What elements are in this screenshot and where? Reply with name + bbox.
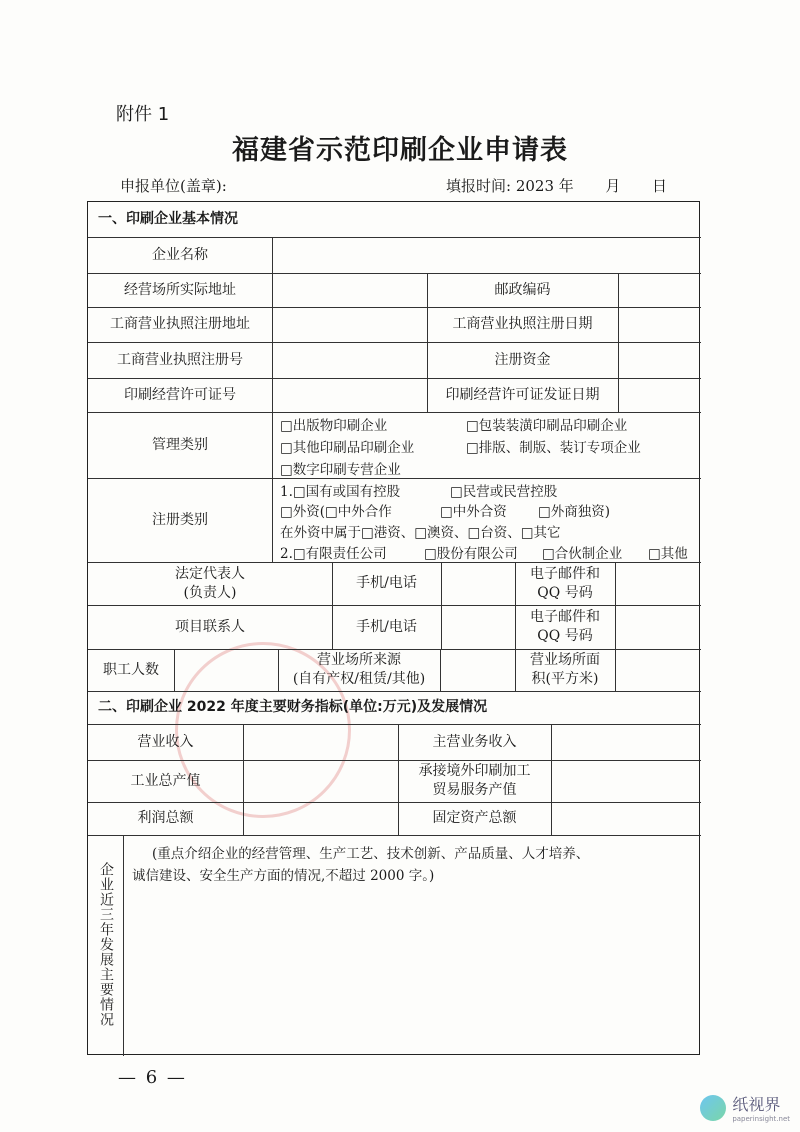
label-email-contact [515, 605, 615, 649]
reg-option-private[interactable]: □民营或民营控股 [450, 484, 558, 500]
mgmt-option-typesetting[interactable]: □排版、制版、装订专项企业 [466, 440, 641, 456]
label-contact: 项目联系人 [175, 618, 245, 635]
fill-year: 2023 年 [515, 177, 574, 195]
legal-rep-line2: (负责人) [183, 584, 237, 601]
reg-option-partnership[interactable]: □合伙制企业 [542, 546, 623, 562]
overseas-line2: 贸易服务产值 [432, 782, 517, 798]
watermark [700, 1092, 790, 1123]
dev-note-line1: (重点介绍企业的经营管理、生产工艺、技术创新、产品质量、人才培养、 [152, 846, 590, 862]
label-staff: 职工人数 [103, 661, 159, 678]
label-reg-no: 工商营业执照注册号 [117, 351, 243, 368]
mgmt-option-packaging[interactable]: □包装装潢印刷品印刷企业 [466, 418, 628, 434]
fill-day: 日 [651, 177, 667, 195]
label-company-name: 企业名称 [152, 246, 208, 263]
reg-option-wfoe[interactable]: □外商独资) [538, 504, 611, 520]
label-profit: 利润总额 [137, 810, 194, 826]
label-reg-capital: 注册资金 [494, 351, 551, 368]
label-fixed-assets: 固定资产总额 [432, 810, 517, 826]
label-overseas [398, 760, 551, 802]
label-revenue: 营业收入 [137, 733, 194, 750]
email-line1: 电子邮件和 [530, 609, 600, 625]
mgmt-option-publication[interactable]: □出版物印刷企业 [280, 418, 388, 434]
reg-option-other[interactable]: □其他 [648, 546, 688, 562]
label-license-date: 印刷经营许可证发证日期 [445, 386, 600, 403]
watermark-logo-icon [700, 1095, 726, 1121]
reg-option-llc[interactable]: 2.□有限责任公司 [280, 546, 387, 562]
source-line2: (自有产权/租赁/其他) [292, 671, 426, 687]
label-mgmt-category: 管理类别 [152, 436, 208, 453]
label-legal-rep [88, 562, 332, 605]
label-premises-area [515, 649, 615, 691]
label-reg-date: 工商营业执照注册日期 [452, 316, 593, 332]
mgmt-option-digital[interactable]: □数字印刷专营企业 [280, 462, 401, 478]
label-email-legal [515, 562, 615, 605]
reg-option-corp[interactable]: □股份有限公司 [424, 546, 518, 562]
source-line1: 营业场所来源 [317, 652, 401, 668]
watermark-name: 纸视界 [732, 1095, 781, 1114]
email-line1: 电子邮件和 [530, 565, 600, 582]
email-line2: QQ 号码 [537, 628, 593, 644]
label-phone-legal: 手机/电话 [356, 575, 417, 591]
dev-note-line2: 诚信建设、安全生产方面的情况,不超过 2000 字。) [132, 868, 435, 884]
mgmt-option-other[interactable]: □其他印刷品印刷企业 [280, 440, 415, 456]
attachment-label: 附件 1 [116, 104, 170, 125]
fill-month: 月 [605, 177, 621, 195]
fill-date-label: 填报时间: [446, 177, 512, 195]
reg-option-foreign-origin[interactable]: 在外资中属于□港资、□澳资、□台资、□其它 [280, 525, 561, 541]
label-postcode: 邮政编码 [494, 281, 551, 298]
section-1-title: 一、印刷企业基本情况 [98, 211, 238, 227]
reg-option-state[interactable]: 1.□国有或国有控股 [280, 484, 401, 500]
label-development: 企业近三年发展主要情况 [98, 861, 114, 1027]
reg-option-foreign[interactable]: □外资(□中外合作 [280, 504, 392, 520]
area-line1: 营业场所面 [530, 652, 600, 668]
fill-date [446, 175, 667, 196]
label-output: 工业总产值 [130, 772, 201, 789]
legal-rep-line1: 法定代表人 [175, 565, 245, 582]
application-table [87, 201, 700, 1055]
label-reg-address: 工商营业执照注册地址 [110, 316, 250, 332]
label-address: 经营场所实际地址 [124, 281, 236, 298]
email-line2: QQ 号码 [537, 584, 593, 601]
overseas-line1: 承接境外印刷加工 [418, 763, 531, 779]
label-reg-type: 注册类别 [152, 511, 208, 528]
form-title: 福建省示范印刷企业申请表 [232, 135, 568, 166]
label-premises-source [278, 649, 440, 691]
section-2-title: 二、印刷企业 2022 年度主要财务指标(单位:万元)及发展情况 [98, 699, 488, 715]
label-license-no: 印刷经营许可证号 [124, 386, 236, 403]
label-main-revenue: 主营业务收入 [432, 733, 517, 750]
label-phone-contact: 手机/电话 [356, 618, 417, 635]
area-line2: 积(平方米) [531, 671, 599, 687]
applicant-unit-label: 申报单位(盖章): [120, 177, 227, 195]
page-number: — 6 — [118, 1067, 187, 1088]
watermark-site: paperinsight.net [732, 1115, 790, 1123]
reg-option-jv[interactable]: □中外合资 [440, 504, 507, 520]
